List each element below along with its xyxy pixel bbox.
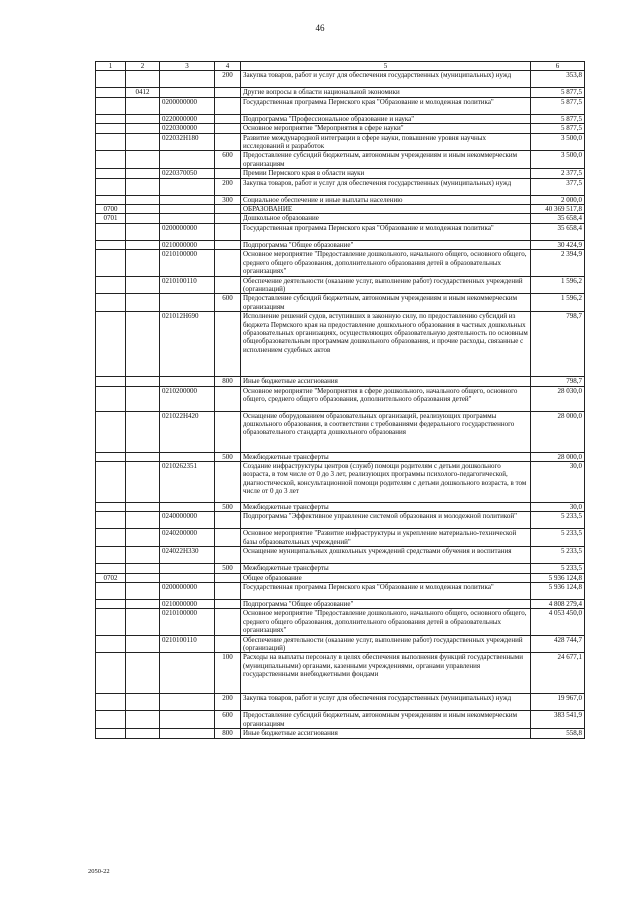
- table-row: [96, 529, 585, 547]
- section-cell: [96, 582, 126, 599]
- amount-cell: 5 233,5: [531, 512, 585, 529]
- description-cell: ОБРАЗОВАНИЕ: [241, 205, 531, 214]
- amount-cell: 5 936 124,8: [531, 573, 585, 582]
- subsection-cell: [126, 599, 160, 608]
- table-row: [96, 653, 585, 694]
- amount-cell: 28 000,0: [531, 411, 585, 452]
- expense-type-cell: [215, 599, 241, 608]
- target-article-cell: [160, 711, 215, 729]
- budget-table: [95, 61, 585, 739]
- section-cell: [96, 312, 126, 377]
- subsection-cell: [126, 653, 160, 694]
- expense-type-cell: 200: [215, 694, 241, 711]
- expense-type-cell: [215, 97, 241, 114]
- expense-type-cell: [215, 461, 241, 502]
- subsection-cell: [126, 729, 160, 738]
- expense-type-cell: 500: [215, 564, 241, 573]
- section-cell: [96, 178, 126, 195]
- subsection-cell: [126, 124, 160, 133]
- subsection-cell: [126, 205, 160, 214]
- description-cell: Дошкольное образование: [241, 214, 531, 223]
- expense-type-cell: [215, 88, 241, 97]
- table-row: [96, 114, 585, 123]
- expense-type-cell: 200: [215, 71, 241, 88]
- amount-cell: 428 744,7: [531, 635, 585, 653]
- table-row: [96, 512, 585, 529]
- amount-cell: 2 377,5: [531, 169, 585, 178]
- section-cell: [96, 694, 126, 711]
- target-article-cell: [160, 151, 215, 169]
- subsection-cell: [126, 711, 160, 729]
- amount-cell: 2 000,0: [531, 195, 585, 204]
- expense-type-cell: [215, 386, 241, 411]
- amount-cell: 353,8: [531, 71, 585, 88]
- description-cell: Оснащение муниципальных дошкольных учреждений средствами обучения и воспитания: [241, 547, 531, 564]
- table-row: [96, 151, 585, 169]
- section-cell: [96, 133, 126, 151]
- section-cell: [96, 377, 126, 386]
- amount-cell: 3 500,0: [531, 151, 585, 169]
- target-article-cell: 0220370050: [160, 169, 215, 178]
- subsection-cell: [126, 223, 160, 240]
- expense-type-cell: [215, 114, 241, 123]
- expense-type-cell: 200: [215, 178, 241, 195]
- description-cell: Закупка товаров, работ и услуг для обеспечения государственных (муниципальных) нужд: [241, 694, 531, 711]
- table-row: [96, 294, 585, 312]
- table-row: [96, 195, 585, 204]
- subsection-cell: [126, 294, 160, 312]
- section-cell: [96, 294, 126, 312]
- subsection-cell: [126, 694, 160, 711]
- subsection-cell: [126, 312, 160, 377]
- subsection-cell: [126, 377, 160, 386]
- description-cell: Основное мероприятие "Предоставление дошкольного, начального общего, основного общего, среднего общего образования, дополнительного образования детей в образовательных организациях": [241, 250, 531, 276]
- expense-type-cell: 600: [215, 711, 241, 729]
- table-row: [96, 312, 585, 377]
- table-row: [96, 573, 585, 582]
- table-row: [96, 377, 585, 386]
- section-cell: [96, 729, 126, 738]
- expense-type-cell: 600: [215, 294, 241, 312]
- subsection-cell: [126, 114, 160, 123]
- amount-cell: 383 541,9: [531, 711, 585, 729]
- subsection-cell: [126, 71, 160, 88]
- expense-type-cell: [215, 312, 241, 377]
- amount-cell: 1 596,2: [531, 294, 585, 312]
- description-cell: Предоставление субсидий бюджетным, автономным учреждениям и иным некоммерческим организациям: [241, 294, 531, 312]
- table-row: [96, 564, 585, 573]
- description-cell: Межбюджетные трансферты: [241, 502, 531, 511]
- table-row: [96, 133, 585, 151]
- table-header-row: [96, 62, 585, 71]
- amount-cell: 30,0: [531, 461, 585, 502]
- target-article-cell: [160, 214, 215, 223]
- subsection-cell: [126, 512, 160, 529]
- expense-type-cell: [215, 124, 241, 133]
- section-cell: [96, 502, 126, 511]
- description-cell: Межбюджетные трансферты: [241, 452, 531, 461]
- subsection-cell: [126, 178, 160, 195]
- description-cell: Закупка товаров, работ и услуг для обеспечения государственных (муниципальных) нужд: [241, 178, 531, 195]
- table-row: [96, 386, 585, 411]
- target-article-cell: [160, 88, 215, 97]
- amount-cell: 798,7: [531, 377, 585, 386]
- description-cell: Государственная программа Пермского края "Образование и молодежная политика": [241, 223, 531, 240]
- table-row: [96, 97, 585, 114]
- description-cell: Основное мероприятие "Мероприятия в сфере дошкольного, начального общего, основного общего, среднего общего образования, дополнительного образования детей": [241, 386, 531, 411]
- subsection-cell: [126, 411, 160, 452]
- section-cell: [96, 240, 126, 249]
- subsection-cell: [126, 169, 160, 178]
- subsection-cell: [126, 635, 160, 653]
- footer-code: 2050-22: [88, 868, 110, 875]
- subsection-cell: [126, 214, 160, 223]
- target-article-cell: [160, 205, 215, 214]
- subsection-cell: [126, 461, 160, 502]
- description-cell: Государственная программа Пермского края "Образование и молодежная политика": [241, 582, 531, 599]
- description-cell: Исполнение решений судов, вступивших в законную силу, по предоставлению субсидий из бюджета Пермского края на предоставление дошкольного образования в частных дошкольных образовательных организациях, осуществляющих образовательную деятельность по основным общеобразовательным программам дошкольного образования, и прочие расходы, связанные с исполнением судебных актов: [241, 312, 531, 377]
- table-row: [96, 502, 585, 511]
- description-cell: Обеспечение деятельности (оказание услуг, выполнение работ) государственных учреждений (организаций): [241, 635, 531, 653]
- table-row: [96, 223, 585, 240]
- section-cell: [96, 97, 126, 114]
- section-cell: [96, 547, 126, 564]
- target-article-cell: 0210262351: [160, 461, 215, 502]
- section-cell: [96, 609, 126, 635]
- target-article-cell: 0210000000: [160, 240, 215, 249]
- table-row: [96, 276, 585, 294]
- description-cell: Другие вопросы в области национальной экономики: [241, 88, 531, 97]
- expense-type-cell: 800: [215, 729, 241, 738]
- expense-type-cell: [215, 205, 241, 214]
- expense-type-cell: [215, 529, 241, 547]
- amount-cell: 28 030,0: [531, 386, 585, 411]
- amount-cell: 5 936 124,8: [531, 582, 585, 599]
- subsection-cell: [126, 250, 160, 276]
- section-cell: [96, 512, 126, 529]
- target-article-cell: [160, 694, 215, 711]
- subsection-cell: [126, 452, 160, 461]
- target-article-cell: [160, 377, 215, 386]
- table-row: [96, 214, 585, 223]
- description-cell: Социальное обеспечение и иные выплаты населению: [241, 195, 531, 204]
- description-cell: Основное мероприятие "Мероприятия в сфере науки": [241, 124, 531, 133]
- target-article-cell: 0220300000: [160, 124, 215, 133]
- table-row: [96, 599, 585, 608]
- subsection-cell: [126, 529, 160, 547]
- subsection-cell: [126, 564, 160, 573]
- target-article-cell: 0210100110: [160, 635, 215, 653]
- target-article-cell: [160, 452, 215, 461]
- target-article-cell: 0210100000: [160, 250, 215, 276]
- header-col-4: 4: [215, 62, 241, 71]
- subsection-cell: [126, 502, 160, 511]
- target-article-cell: 0210100110: [160, 276, 215, 294]
- expense-type-cell: [215, 573, 241, 582]
- target-article-cell: 021022Н420: [160, 411, 215, 452]
- amount-cell: 4 808 279,4: [531, 599, 585, 608]
- section-cell: [96, 386, 126, 411]
- table-row: [96, 609, 585, 635]
- description-cell: Предоставление субсидий бюджетным, автономным учреждениям и иным некоммерческим организациям: [241, 711, 531, 729]
- target-article-cell: 024022Н330: [160, 547, 215, 564]
- description-cell: Межбюджетные трансферты: [241, 564, 531, 573]
- amount-cell: 4 053 450,0: [531, 609, 585, 635]
- table-row: [96, 71, 585, 88]
- section-cell: [96, 223, 126, 240]
- section-cell: 0700: [96, 205, 126, 214]
- subsection-cell: [126, 609, 160, 635]
- target-article-cell: 0210100000: [160, 609, 215, 635]
- amount-cell: 3 500,0: [531, 133, 585, 151]
- expense-type-cell: 500: [215, 502, 241, 511]
- target-article-cell: [160, 502, 215, 511]
- table-row: [96, 124, 585, 133]
- header-col-3: 3: [160, 62, 215, 71]
- target-article-cell: [160, 195, 215, 204]
- table-row: [96, 711, 585, 729]
- description-cell: Иные бюджетные ассигнования: [241, 729, 531, 738]
- header-col-1: 1: [96, 62, 126, 71]
- table-row: [96, 411, 585, 452]
- amount-cell: 24 677,1: [531, 653, 585, 694]
- target-article-cell: [160, 729, 215, 738]
- subsection-cell: [126, 573, 160, 582]
- expense-type-cell: [215, 411, 241, 452]
- target-article-cell: 0210000000: [160, 599, 215, 608]
- target-article-cell: 0240200000: [160, 529, 215, 547]
- amount-cell: 5 233,5: [531, 564, 585, 573]
- amount-cell: 28 000,0: [531, 452, 585, 461]
- amount-cell: 35 658,4: [531, 223, 585, 240]
- section-cell: [96, 169, 126, 178]
- target-article-cell: [160, 573, 215, 582]
- subsection-cell: [126, 547, 160, 564]
- amount-cell: 5 877,5: [531, 124, 585, 133]
- amount-cell: 798,7: [531, 312, 585, 377]
- amount-cell: 5 877,5: [531, 88, 585, 97]
- description-cell: Обеспечение деятельности (оказание услуг, выполнение работ) государственных учреждений (организаций): [241, 276, 531, 294]
- table-row: [96, 205, 585, 214]
- table-row: [96, 250, 585, 276]
- section-cell: [96, 452, 126, 461]
- subsection-cell: [126, 386, 160, 411]
- subsection-cell: [126, 133, 160, 151]
- amount-cell: 35 658,4: [531, 214, 585, 223]
- description-cell: Общее образование: [241, 573, 531, 582]
- subsection-cell: [126, 582, 160, 599]
- target-article-cell: [160, 564, 215, 573]
- expense-type-cell: 300: [215, 195, 241, 204]
- header-col-5: 5: [241, 62, 531, 71]
- table-row: [96, 452, 585, 461]
- target-article-cell: 021012Н690: [160, 312, 215, 377]
- section-cell: [96, 411, 126, 452]
- amount-cell: 30,0: [531, 502, 585, 511]
- amount-cell: 5 233,5: [531, 529, 585, 547]
- description-cell: Премии Пермского края в области науки: [241, 169, 531, 178]
- target-article-cell: 0220000000: [160, 114, 215, 123]
- subsection-cell: [126, 276, 160, 294]
- expense-type-cell: 800: [215, 377, 241, 386]
- section-cell: [96, 195, 126, 204]
- expense-type-cell: 500: [215, 452, 241, 461]
- expense-type-cell: [215, 547, 241, 564]
- section-cell: [96, 124, 126, 133]
- table-row: [96, 240, 585, 249]
- expense-type-cell: [215, 609, 241, 635]
- section-cell: [96, 564, 126, 573]
- section-cell: [96, 276, 126, 294]
- description-cell: Подпрограмма "Профессиональное образование и наука": [241, 114, 531, 123]
- description-cell: Подпрограмма "Эффективное управление системой образования и молодежной политикой": [241, 512, 531, 529]
- expense-type-cell: [215, 512, 241, 529]
- amount-cell: 5 877,5: [531, 97, 585, 114]
- amount-cell: 1 596,2: [531, 276, 585, 294]
- description-cell: Создание инфраструктуры центров (служб) помощи родителям с детьми дошкольного возраста, в том числе от 0 до 3 лет, реализующих программы психолого-педагогической, диагностической, консультационной помощи родителям с детьми дошкольного возраста, в том числе от 0 до 3 лет: [241, 461, 531, 502]
- expense-type-cell: 100: [215, 653, 241, 694]
- description-cell: Подпрограмма "Общее образование": [241, 599, 531, 608]
- header-col-6: 6: [531, 62, 585, 71]
- expense-type-cell: [215, 635, 241, 653]
- section-cell: [96, 711, 126, 729]
- target-article-cell: 0200000000: [160, 97, 215, 114]
- section-cell: [96, 151, 126, 169]
- table-row: [96, 461, 585, 502]
- description-cell: Оснащение оборудованием образовательных организаций, реализующих программы дошкольного образования, в соответствии с требованиями федерального государственного образовательного стандарта дошкольного образования: [241, 411, 531, 452]
- table-row: [96, 694, 585, 711]
- amount-cell: 40 369 517,8: [531, 205, 585, 214]
- header-col-2: 2: [126, 62, 160, 71]
- description-cell: Основное мероприятие "Развитие инфраструктуры и укрепление материально-технической базы образовательных учреждений": [241, 529, 531, 547]
- target-article-cell: 0200000000: [160, 582, 215, 599]
- description-cell: Основное мероприятие "Предоставление дошкольного, начального общего, основного общего, среднего общего образования, дополнительного образования детей в образовательных организациях": [241, 609, 531, 635]
- expense-type-cell: [215, 214, 241, 223]
- expense-type-cell: [215, 223, 241, 240]
- target-article-cell: 0200000000: [160, 223, 215, 240]
- description-cell: Развитие международной интеграции в сфере науки, повышение уровня научных исследований и разработок: [241, 133, 531, 151]
- expense-type-cell: [215, 240, 241, 249]
- amount-cell: 558,8: [531, 729, 585, 738]
- amount-cell: 2 394,9: [531, 250, 585, 276]
- section-cell: 0702: [96, 573, 126, 582]
- expense-type-cell: [215, 276, 241, 294]
- amount-cell: 30 424,9: [531, 240, 585, 249]
- target-article-cell: 0240000000: [160, 512, 215, 529]
- target-article-cell: [160, 294, 215, 312]
- description-cell: Предоставление субсидий бюджетным, автономным учреждениям и иным некоммерческим организациям: [241, 151, 531, 169]
- subsection-cell: [126, 97, 160, 114]
- amount-cell: 5 233,5: [531, 547, 585, 564]
- amount-cell: 19 967,0: [531, 694, 585, 711]
- section-cell: [96, 114, 126, 123]
- target-article-cell: 022032Н180: [160, 133, 215, 151]
- subsection-cell: [126, 195, 160, 204]
- section-cell: 0701: [96, 214, 126, 223]
- section-cell: [96, 88, 126, 97]
- expense-type-cell: 600: [215, 151, 241, 169]
- description-cell: Подпрограмма "Общее образование": [241, 240, 531, 249]
- section-cell: [96, 250, 126, 276]
- description-cell: Закупка товаров, работ и услуг для обеспечения государственных (муниципальных) нужд: [241, 71, 531, 88]
- page-number: 46: [315, 23, 325, 33]
- subsection-cell: [126, 240, 160, 249]
- target-article-cell: [160, 653, 215, 694]
- target-article-cell: [160, 71, 215, 88]
- description-cell: Расходы на выплаты персоналу в целях обеспечения выполнения функций государственными (муниципальными) органами, казенными учреждениями, органами управления государственными внебюджетными фондами: [241, 653, 531, 694]
- subsection-cell: [126, 151, 160, 169]
- expense-type-cell: [215, 582, 241, 599]
- table-row: [96, 178, 585, 195]
- table-row: [96, 547, 585, 564]
- description-cell: Иные бюджетные ассигнования: [241, 377, 531, 386]
- description-cell: Государственная программа Пермского края "Образование и молодежная политика": [241, 97, 531, 114]
- expense-type-cell: [215, 133, 241, 151]
- target-article-cell: 0210200000: [160, 386, 215, 411]
- table-row: [96, 582, 585, 599]
- table-row: [96, 635, 585, 653]
- amount-cell: 377,5: [531, 178, 585, 195]
- subsection-cell: 0412: [126, 88, 160, 97]
- section-cell: [96, 653, 126, 694]
- section-cell: [96, 461, 126, 502]
- section-cell: [96, 71, 126, 88]
- table-row: [96, 729, 585, 738]
- section-cell: [96, 529, 126, 547]
- expense-type-cell: [215, 250, 241, 276]
- table-row: [96, 88, 585, 97]
- expense-type-cell: [215, 169, 241, 178]
- section-cell: [96, 635, 126, 653]
- amount-cell: 5 877,5: [531, 114, 585, 123]
- target-article-cell: [160, 178, 215, 195]
- table-row: [96, 169, 585, 178]
- section-cell: [96, 599, 126, 608]
